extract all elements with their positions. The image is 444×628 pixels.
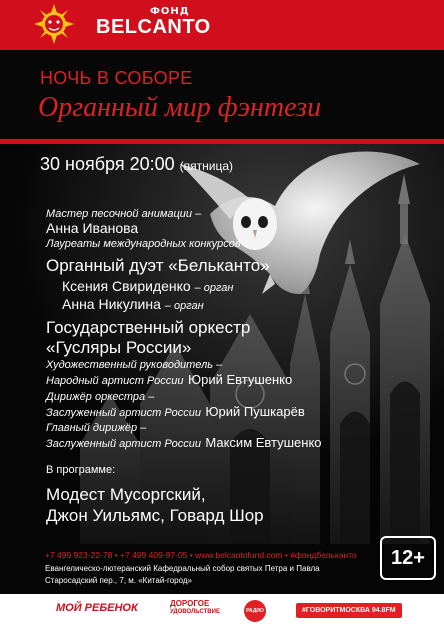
- conductor-line: [46, 403, 305, 421]
- divider-line: [0, 139, 444, 144]
- organ-duo-title: Органный дуэт «Бельканто»: [46, 256, 270, 275]
- sponsor-govorit-moskva: #ГОВОРИТМОСКВА 94.8FM: [296, 603, 402, 618]
- event-date: [40, 154, 233, 175]
- sand-animation-role: Мастер песочной анимации –: [46, 208, 202, 220]
- chief-conductor-role: Главный дирижёр –: [46, 422, 147, 434]
- sponsor-moi-rebenok: МОЙ РЕБЕНОК: [56, 602, 138, 614]
- duo-member-2-role: – орган: [164, 300, 204, 312]
- event-title: НОЧЬ В СОБОРЕ: [40, 68, 193, 88]
- address-line1: Евангелическо-лютеранский Кафедральный собор святых Петра и Павла: [45, 564, 320, 573]
- conductor-name: Юрий Пушкарёв: [205, 404, 305, 419]
- art-director-title: Народный артист России: [46, 375, 184, 387]
- chief-conductor-name: Максим Евтушенко: [205, 435, 322, 450]
- composers-line1: Модест Мусоргский,: [46, 485, 206, 504]
- event-subtitle: Органный мир фэнтези: [38, 92, 322, 123]
- fond-label: ФОНД: [150, 6, 190, 17]
- composers-line2: Джон Уильямс, Говард Шор: [46, 506, 264, 525]
- sponsor-radio-logo: РАДИО: [244, 600, 266, 622]
- art-director-role: Художественный руководитель –: [46, 359, 223, 371]
- in-program-label: В программе:: [46, 464, 116, 476]
- age-rating-badge: 12+: [380, 536, 436, 580]
- art-director-line: [46, 371, 292, 389]
- sponsors-bar: [0, 594, 444, 628]
- duo-member-2: [62, 296, 204, 312]
- sponsor-dorogoe-line1: ДОРОГОЕ: [170, 599, 210, 608]
- duo-member-1: [62, 278, 233, 294]
- orchestra-title-line1: Государственный оркестр: [46, 318, 251, 337]
- sponsor-dorogoe-udovolstvie: [170, 599, 220, 615]
- conductor-role: Дирижёр оркестра –: [46, 391, 155, 403]
- sun-mask-logo-icon: [34, 4, 74, 44]
- art-director-name: Юрий Евтушенко: [187, 372, 293, 387]
- laureates-note: Лауреаты международных конкурсов: [46, 238, 241, 250]
- brand-name: BELCANTO: [96, 16, 211, 38]
- contacts-line: +7 499 923-22-78 • +7 499 409-97-05 • www.belcantofund.com • #фондбельканто: [45, 550, 357, 560]
- chief-conductor-title: Заслуженный артист России: [46, 438, 201, 450]
- duo-member-1-name: Ксения Свириденко: [62, 278, 191, 294]
- date-time: 30 ноября 20:00: [40, 154, 175, 174]
- duo-member-2-name: Анна Никулина: [62, 296, 161, 312]
- sponsor-dorogoe-line2: УДОВОЛЬСТВИЕ: [170, 609, 220, 615]
- duo-member-1-role: – орган: [194, 282, 234, 294]
- date-weekday: (пятница): [179, 159, 234, 173]
- orchestra-title-line2: «Гусляры России»: [46, 338, 192, 357]
- conductor-title: Заслуженный артист России: [46, 407, 201, 419]
- chief-conductor-line: [46, 434, 322, 452]
- sand-animation-artist: Анна Иванова: [46, 220, 139, 236]
- address-line2: Старосадский пер., 7, м. «Китай-город»: [45, 576, 192, 585]
